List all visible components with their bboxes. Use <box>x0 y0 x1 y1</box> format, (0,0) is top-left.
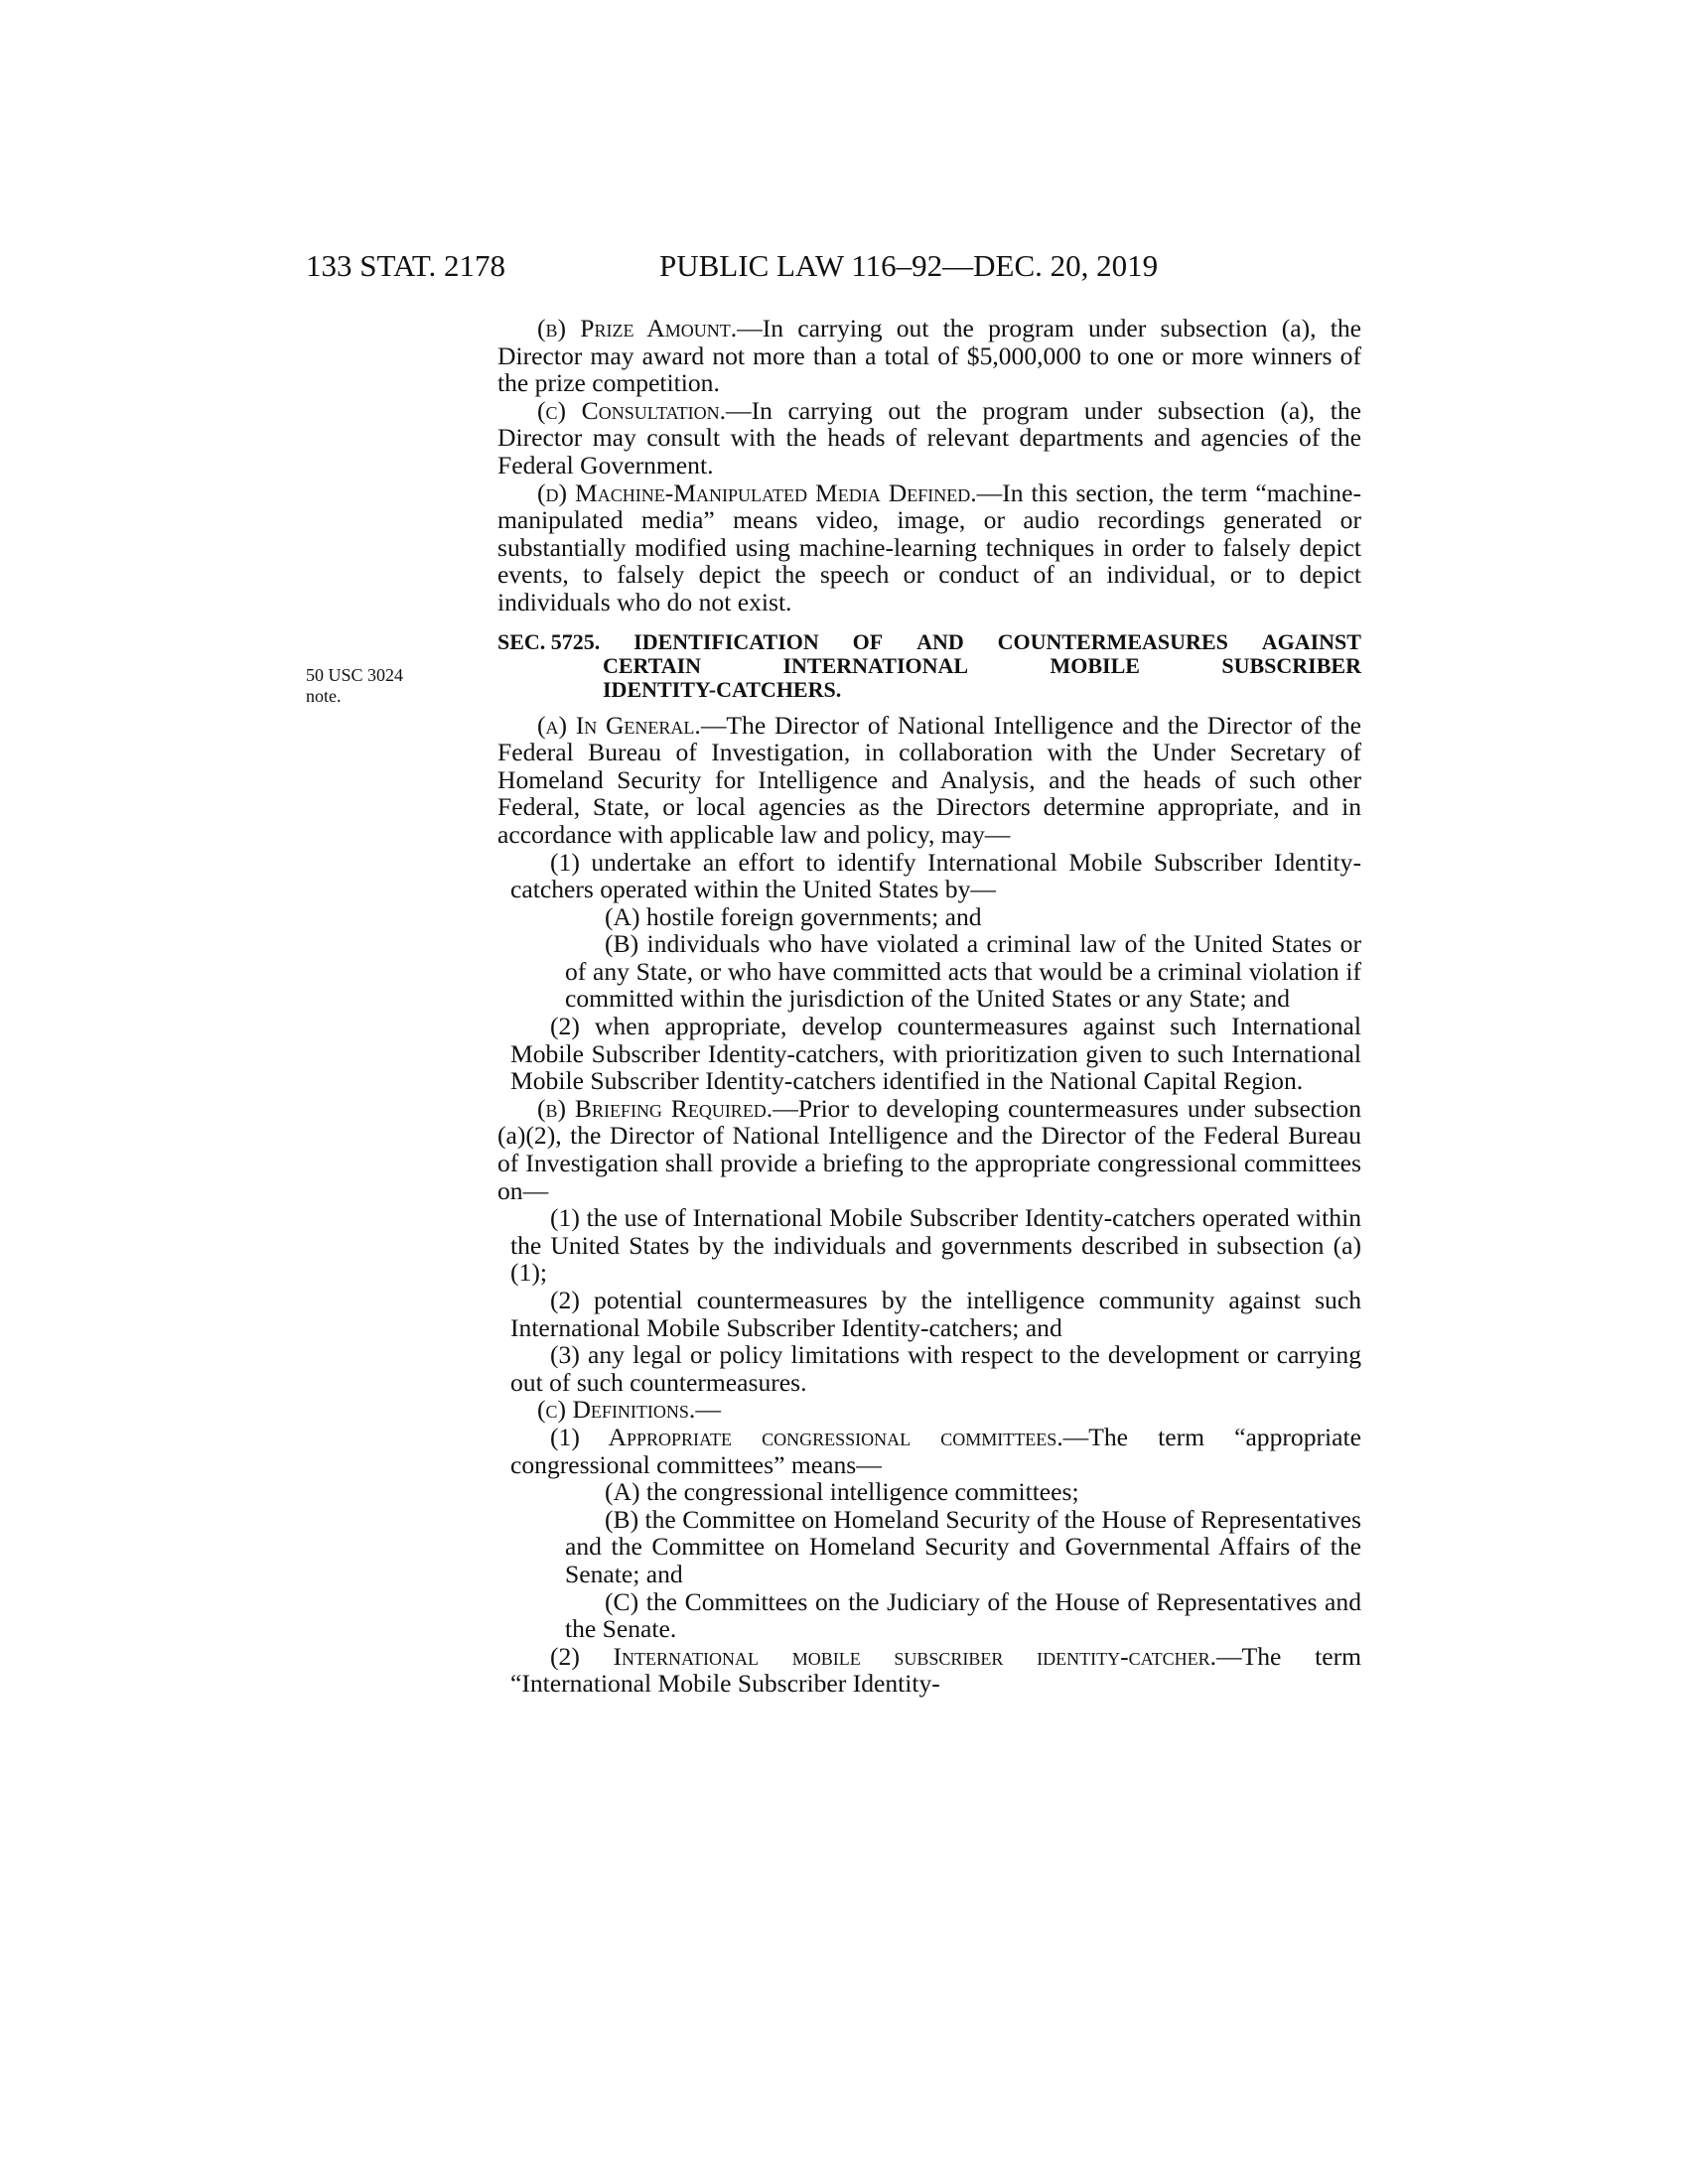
subparagraph-c-1-A: (A) the congressional intelligence committees; <box>605 1477 1079 1507</box>
subsection-text: — <box>695 1395 721 1425</box>
section-number: SEC. 5725. <box>497 628 601 654</box>
subsection-text: —In this section, the term “machine-manipulated media” means video, image, or audio recordings generated or substantially modified using machine-learning techniques in order to falsely depict events, to falsely depict the speech or conduct of an individual, or to depict individuals who do not exist. <box>497 478 1361 616</box>
section-title-word: COUNTERMEASURES <box>997 628 1228 654</box>
subsection-text: —In carrying out the program under subsection (a), the Director may award not more than a total of $5,000,000 to one or more winners of the prize competition. <box>497 314 1362 398</box>
paragraph-c-2 <box>497 1643 1361 1698</box>
section-title-line-2 <box>497 654 1361 678</box>
section-title-word: IDENTIFICATION <box>633 628 819 654</box>
paragraph-c-1 <box>497 1424 1361 1478</box>
subsection-heading: (c) Consultation. <box>537 395 727 425</box>
subsection-text: —The Director of National Intelligence and the Director of the Federal Bureau of Investigation, in collaboration with the Under Secretary of Homeland Security for Intelligence and Analysis, and the heads of such other Federal, State, or local agencies as the Directors determine appropriate, and in accordance with applicable law and policy, may— <box>497 710 1362 849</box>
subsection-d-definition <box>497 479 1361 616</box>
subsection-heading: (a) In General. <box>537 710 701 740</box>
subsection-c-consultation <box>497 397 1361 479</box>
section-title-word: AND <box>916 628 964 654</box>
section-title-word: MOBILE <box>1050 652 1140 678</box>
page-header <box>0 248 1688 288</box>
subparagraph-a-1-A: (A) hostile foreign governments; and <box>605 901 982 931</box>
subsection-text: —Prior to developing countermeasures under subsection (a)(2), the Director of National Intelligence and the Director of the Federal Bureau of Investigation shall provide a briefing to the appropriate congressional committees on— <box>497 1093 1362 1205</box>
subsection-b-prize-amount <box>497 315 1361 397</box>
subsection-heading: (c) Definitions. <box>537 1395 696 1425</box>
document-body <box>497 315 1361 1698</box>
section-title-word: SUBSCRIBER <box>1221 652 1361 678</box>
subsection-text: —In carrying out the program under subsection (a), the Director may consult with the heads of relevant departments and agencies of the Federal Government. <box>497 395 1361 479</box>
subsection-heading: (b) Briefing Required. <box>537 1093 774 1123</box>
section-title-word: OF <box>852 628 884 654</box>
section-title-word: AGAINST <box>1261 628 1361 654</box>
subsection-c-definitions <box>497 1396 1361 1424</box>
paragraph-heading: (2) International mobile subscriber identity-catcher. <box>550 1641 1217 1671</box>
paragraph-a-1: (1) undertake an effort to identify International Mobile Subscriber Identity-catchers operated within the United States by— <box>510 847 1361 904</box>
subparagraph-c-1-C: (C) the Committees on the Judiciary of the House of Representatives and the Senate. <box>565 1586 1361 1644</box>
subsection-heading: (d) Machine-Manipulated Media Defined. <box>537 478 977 507</box>
margin-citation-note <box>306 665 445 707</box>
paragraph-heading: (1) Appropriate congressional committees. <box>550 1422 1063 1451</box>
margin-note-label: note. <box>306 686 342 706</box>
paragraph-a-2: (2) when appropriate, develop countermeasures against such International Mobile Subscriber Identity-catchers, with prioritization given to such International Mobile Subscriber Identity-catchers identified in the National Capital Region. <box>510 1012 1361 1096</box>
margin-note-citation: 50 USC 3024 <box>306 665 404 685</box>
paragraph-text: —The term “appropriate congressional committees” means— <box>510 1422 1361 1479</box>
paragraph-b-2: (2) potential countermeasures by the intelligence community against such International Mobile Subscriber Identity-catchers; and <box>510 1286 1361 1342</box>
section-title-word: CERTAIN <box>603 652 702 678</box>
section-title-line-1 <box>497 630 1361 654</box>
subsection-heading: (b) Prize Amount. <box>537 314 738 342</box>
paragraph-b-1: (1) the use of International Mobile Subscriber Identity-catchers operated within the United States by the individuals and governments described in subsection (a)(1); <box>510 1203 1361 1288</box>
section-title-line-3: IDENTITY-CATCHERS. <box>603 676 842 702</box>
section-title-word: INTERNATIONAL <box>782 652 969 678</box>
running-head-title: PUBLIC LAW 116–92—DEC. 20, 2019 <box>659 248 1159 283</box>
subsection-b-briefing <box>497 1095 1361 1204</box>
subparagraph-c-1-B: (B) the Committee on Homeland Security of the House of Representatives and the Committee on Homeland Security and Governmental Affairs of the Senate; and <box>565 1504 1361 1588</box>
statute-page-number: 133 STAT. 2178 <box>306 248 506 283</box>
paragraph-b-3: (3) any legal or policy limitations with respect to the development or carrying out of such countermeasures. <box>510 1340 1361 1397</box>
subparagraph-a-1-B: (B) individuals who have violated a criminal law of the United States or of any State, or who have committed acts that would be a criminal violation if committed within the jurisdiction of the United States or any State; and <box>565 929 1361 1014</box>
subsection-a-in-general <box>497 712 1361 849</box>
section-5725-title <box>497 630 1361 702</box>
paragraph-text: —The term “International Mobile Subscriber Identity- <box>510 1641 1362 1699</box>
